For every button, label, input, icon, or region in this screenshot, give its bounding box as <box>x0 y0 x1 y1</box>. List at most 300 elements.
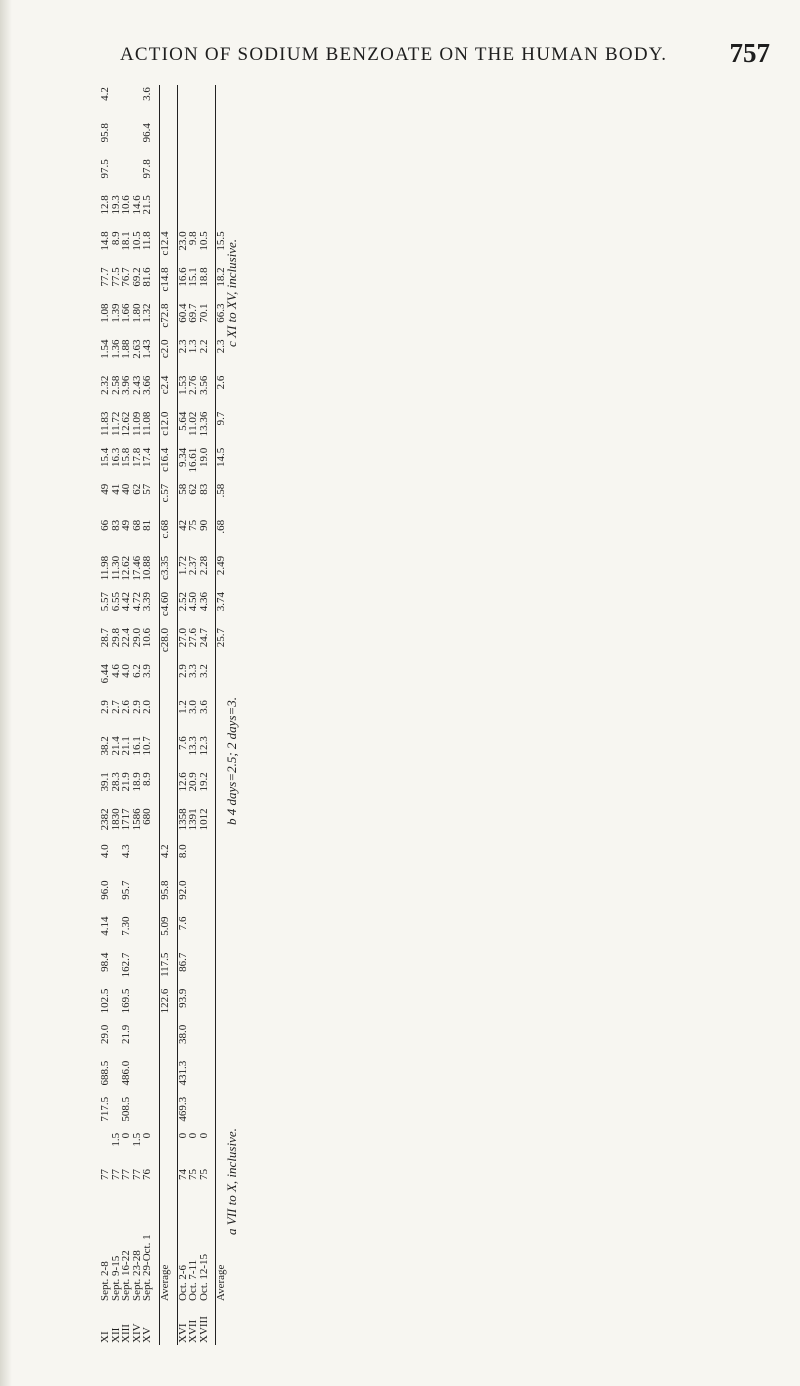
value-cell: 75 <box>187 519 200 531</box>
period-cell: XV <box>141 1327 154 1343</box>
footnote-a: a VII to X, inclusive. <box>224 1128 239 1235</box>
value-cell: 83 <box>197 483 210 495</box>
value-cell: 4.72 <box>130 591 143 612</box>
value-cell: 1012 <box>197 808 210 831</box>
value-cell: c12.4 <box>158 231 171 256</box>
date-cell: Sept. 9-15 <box>109 1255 122 1301</box>
value-cell: 1.39 <box>109 303 122 323</box>
value-cell: 1.32 <box>141 303 154 323</box>
value-cell: 14.5 <box>215 447 228 467</box>
value-cell: 60.4 <box>176 303 189 323</box>
value-cell: 62 <box>187 483 200 495</box>
value-cell: 66 <box>99 519 111 531</box>
value-cell <box>132 1059 143 1095</box>
value-cell: 2.0 <box>141 700 154 714</box>
value-cell: 12.62 <box>120 411 133 437</box>
value-cell <box>199 915 210 951</box>
value-cell: 162.7 <box>120 952 133 978</box>
value-cell: 1.88 <box>120 339 133 359</box>
value-cell: 24.7 <box>197 628 210 648</box>
value-cell: 1.43 <box>141 339 154 359</box>
value-cell: 6.44 <box>99 664 111 684</box>
value-cell: 5.64 <box>176 411 189 431</box>
value-cell <box>199 951 210 987</box>
value-cell: .68 <box>215 519 228 534</box>
value-cell <box>142 915 153 951</box>
value-cell <box>121 121 132 157</box>
footnote-b: b 4 days=2.5; 2 days=3. <box>224 696 239 825</box>
value-cell: 2.76 <box>187 375 200 395</box>
value-cell: 2.49 <box>215 555 228 576</box>
page-number: 757 <box>729 38 770 68</box>
value-cell: 95.8 <box>99 123 111 143</box>
value-cell: 16.61 <box>187 447 200 473</box>
value-cell: 22.4 <box>120 628 133 648</box>
value-cell <box>188 85 199 121</box>
value-cell: 96.4 <box>141 123 154 143</box>
value-cell: 0 <box>197 1132 210 1139</box>
value-cell: 1358 <box>176 808 189 831</box>
value-cell: 680 <box>141 808 154 825</box>
value-cell: 2.52 <box>176 591 189 612</box>
value-cell: 15.1 <box>187 267 200 287</box>
value-cell: 102.5 <box>99 988 111 1014</box>
value-cell <box>188 193 199 229</box>
value-cell <box>199 121 210 157</box>
value-cell: 1717 <box>120 808 133 831</box>
value-cell <box>132 951 143 987</box>
value-cell: 77.5 <box>109 267 122 287</box>
value-cell: 9.8 <box>187 231 200 246</box>
value-cell <box>160 806 171 842</box>
value-cell: 10.6 <box>120 195 133 215</box>
value-cell <box>160 193 171 229</box>
value-cell: 10.5 <box>130 231 143 251</box>
value-cell: 2382 <box>99 808 111 831</box>
value-cell: 23.0 <box>176 231 189 251</box>
value-cell: 10.6 <box>141 628 154 648</box>
footnote-c: c XI to XV, inclusive. <box>224 238 239 347</box>
value-cell: 3.2 <box>197 664 210 678</box>
value-cell: 27.6 <box>187 628 200 648</box>
value-cell: 49 <box>99 483 111 495</box>
data-table <box>99 85 228 1345</box>
value-cell <box>199 157 210 193</box>
value-cell: 20.9 <box>187 772 200 792</box>
value-cell: 21.9 <box>120 1024 133 1044</box>
value-cell <box>199 878 210 914</box>
value-cell: 431.3 <box>176 1060 189 1086</box>
value-cell <box>199 193 210 229</box>
value-cell: 2.43 <box>130 375 143 395</box>
value-cell: 21.1 <box>120 736 133 756</box>
value-cell <box>142 987 153 1023</box>
value-cell: 1.36 <box>109 339 122 359</box>
value-cell: 76.7 <box>120 267 133 287</box>
value-cell: 0 <box>141 1132 154 1139</box>
value-cell: 38.2 <box>99 736 111 756</box>
value-cell <box>121 85 132 121</box>
value-cell <box>142 842 153 878</box>
value-cell: 28.7 <box>99 628 111 648</box>
value-cell: 1.5 <box>130 1132 143 1147</box>
value-cell <box>160 1167 171 1203</box>
value-cell <box>188 1095 199 1131</box>
value-cell: 86.7 <box>176 952 189 972</box>
value-cell: 7.30 <box>120 916 133 936</box>
value-cell: 3.3 <box>187 664 200 678</box>
value-cell: 4.36 <box>197 591 210 612</box>
table-row <box>199 85 210 1345</box>
value-cell: 3.56 <box>197 375 210 395</box>
value-cell: 1.3 <box>187 339 200 354</box>
value-cell: 96.0 <box>99 880 111 900</box>
value-cell: 9.34 <box>176 447 189 467</box>
value-cell: 2.2 <box>197 339 210 354</box>
date-cell: Sept. 16-22 <box>120 1250 133 1301</box>
value-cell <box>160 698 171 734</box>
value-cell <box>178 121 189 157</box>
value-cell: 16.3 <box>109 447 122 467</box>
value-cell: 19.3 <box>109 195 122 215</box>
value-cell: 10.5 <box>197 231 210 251</box>
value-cell: 4.6 <box>109 664 122 678</box>
value-cell: 1.08 <box>99 303 111 323</box>
value-cell: 4.2 <box>158 844 171 859</box>
value-cell: 3.9 <box>141 664 154 678</box>
value-cell: 11.72 <box>109 411 122 436</box>
value-cell: 21.5 <box>141 195 154 215</box>
value-cell: 70.1 <box>197 303 210 323</box>
value-cell <box>199 1023 210 1059</box>
value-cell: 2.3 <box>176 339 189 354</box>
value-cell <box>188 121 199 157</box>
value-cell <box>160 734 171 770</box>
value-cell: 4.0 <box>99 844 111 859</box>
date-cell: Oct. 2-6 <box>176 1264 189 1301</box>
value-cell <box>160 121 171 157</box>
value-cell: 49 <box>120 519 133 531</box>
value-cell <box>142 1059 153 1095</box>
value-cell: 21.4 <box>109 736 122 756</box>
value-cell <box>132 1095 143 1131</box>
value-cell: 4.50 <box>187 591 200 612</box>
value-cell: 27.0 <box>176 628 189 648</box>
value-cell: 11.02 <box>187 411 200 436</box>
value-cell: 57 <box>141 483 154 495</box>
value-cell <box>160 1131 171 1167</box>
value-cell: 688.5 <box>99 1060 111 1086</box>
value-cell: 14.6 <box>130 195 143 215</box>
value-cell: c28.0 <box>158 628 171 653</box>
value-cell: 1830 <box>109 808 122 831</box>
value-cell <box>142 1095 153 1131</box>
value-cell: 3.74 <box>215 591 228 612</box>
period-cell: XVI <box>176 1323 189 1343</box>
value-cell: 4.0 <box>120 664 133 678</box>
value-cell <box>178 193 189 229</box>
value-cell: 2.3 <box>215 339 228 354</box>
value-cell: 2.6 <box>215 375 228 390</box>
date-cell: Average <box>158 1264 171 1301</box>
value-cell: 0 <box>187 1132 200 1139</box>
value-cell: 81.6 <box>141 267 154 287</box>
value-cell <box>188 1023 199 1059</box>
value-cell: 2.9 <box>99 700 111 714</box>
table-row <box>100 85 111 1345</box>
value-cell: 508.5 <box>120 1096 133 1122</box>
value-cell: 4.2 <box>99 87 111 101</box>
value-cell <box>160 662 171 698</box>
value-cell: 14.8 <box>99 231 111 251</box>
value-cell: 62 <box>130 483 143 495</box>
value-cell: 5.57 <box>99 591 111 612</box>
value-cell: 13.36 <box>197 411 210 437</box>
value-cell: 16.6 <box>176 267 189 287</box>
value-cell <box>142 951 153 987</box>
period-cell: XIV <box>130 1323 143 1343</box>
value-cell: 77 <box>130 1168 143 1180</box>
table-row <box>160 85 171 1345</box>
value-cell: 17.46 <box>130 555 143 581</box>
value-cell: 95.8 <box>158 880 171 900</box>
value-cell: c.57 <box>158 483 171 503</box>
value-cell <box>121 157 132 193</box>
value-cell: 41 <box>109 483 122 495</box>
period-cell: XIII <box>120 1324 133 1343</box>
value-cell: 117.5 <box>158 952 171 977</box>
value-cell: 77 <box>99 1168 111 1180</box>
date-cell: Average <box>215 1264 228 1301</box>
value-cell: 11.83 <box>99 411 111 436</box>
value-cell: 68 <box>130 519 143 531</box>
value-cell: 83 <box>109 519 122 531</box>
value-cell: 75 <box>187 1168 200 1180</box>
value-cell <box>188 1059 199 1095</box>
value-cell: 18.2 <box>215 267 228 287</box>
value-cell: 2.6 <box>120 700 133 714</box>
value-cell: 122.6 <box>158 988 171 1014</box>
value-cell: 10.7 <box>141 736 154 756</box>
value-cell: 15.4 <box>99 447 111 467</box>
value-cell: 19.2 <box>197 772 210 792</box>
value-cell <box>160 770 171 806</box>
value-cell: 1586 <box>130 808 143 831</box>
value-cell: 69.2 <box>130 267 143 287</box>
value-cell: c2.0 <box>158 339 171 359</box>
value-cell: c4.60 <box>158 591 171 617</box>
value-cell: 1.2 <box>176 700 189 714</box>
date-cell: Sept. 23-28 <box>130 1250 143 1301</box>
value-cell: 3.6 <box>197 700 210 714</box>
value-cell: 1391 <box>187 808 200 831</box>
value-cell: 74 <box>176 1168 189 1180</box>
value-cell: 66.3 <box>215 303 228 323</box>
value-cell: 77 <box>109 1168 122 1180</box>
value-cell <box>188 878 199 914</box>
value-cell: c12.0 <box>158 411 171 436</box>
value-cell: 58 <box>176 483 189 495</box>
value-cell: 39.1 <box>99 772 111 792</box>
value-cell <box>160 1095 171 1131</box>
value-cell: 1.5 <box>109 1132 122 1147</box>
value-cell: 95.7 <box>120 880 133 900</box>
period-cell <box>160 1303 171 1345</box>
value-cell <box>199 1059 210 1095</box>
value-cell: 17.4 <box>141 447 154 467</box>
value-cell: 17.8 <box>130 447 143 467</box>
value-cell: 11.09 <box>130 411 143 436</box>
date-cell: Oct. 12-15 <box>197 1253 210 1301</box>
value-cell: 2.37 <box>187 555 200 576</box>
value-cell: 4.3 <box>120 844 133 859</box>
value-cell: 18.1 <box>120 231 133 251</box>
value-cell: 6.55 <box>109 591 122 612</box>
value-cell: 16.1 <box>130 736 143 756</box>
value-cell: 11.08 <box>141 411 154 436</box>
value-cell: 97.8 <box>141 159 154 179</box>
value-cell: 3.6 <box>141 87 154 101</box>
value-cell: 10.88 <box>141 555 154 581</box>
value-cell: 28.3 <box>109 772 122 792</box>
value-cell: 11.98 <box>99 555 111 581</box>
value-cell: 8.9 <box>141 772 154 786</box>
value-cell <box>188 951 199 987</box>
value-cell <box>188 987 199 1023</box>
value-cell: 1.54 <box>99 339 111 359</box>
value-cell: 3.96 <box>120 375 133 395</box>
value-cell: 2.28 <box>197 555 210 576</box>
value-cell: 8.0 <box>176 844 189 859</box>
value-cell: 2.58 <box>109 375 122 395</box>
value-cell: 98.4 <box>99 952 111 972</box>
value-cell: 8.9 <box>109 231 122 246</box>
value-cell <box>199 987 210 1023</box>
value-cell: 12.3 <box>197 736 210 756</box>
value-cell <box>132 842 143 878</box>
value-cell: 29.0 <box>130 628 143 648</box>
value-cell: c72.8 <box>158 303 171 328</box>
value-cell <box>111 121 122 157</box>
value-cell: 40 <box>120 483 133 495</box>
value-cell: 0 <box>120 1132 133 1139</box>
period-cell: XVIII <box>197 1316 210 1343</box>
value-cell: 4.14 <box>99 916 111 936</box>
value-cell: c2.4 <box>158 375 171 395</box>
value-cell <box>178 157 189 193</box>
value-cell: 11.8 <box>141 231 154 251</box>
value-cell <box>188 157 199 193</box>
value-cell <box>132 915 143 951</box>
value-cell: 93.9 <box>176 988 189 1008</box>
value-cell <box>132 878 143 914</box>
value-cell: 2.32 <box>99 375 111 395</box>
value-cell: 13.3 <box>187 736 200 756</box>
value-cell <box>111 157 122 193</box>
value-cell: 2.9 <box>130 700 143 714</box>
date-cell: Oct. 7-11 <box>187 1259 200 1301</box>
value-cell: 1.66 <box>120 303 133 323</box>
value-cell <box>132 1023 143 1059</box>
period-cell: XVII <box>187 1319 200 1343</box>
value-cell: 3.0 <box>187 700 200 714</box>
value-cell: 29.8 <box>109 628 122 648</box>
value-cell <box>160 85 171 121</box>
value-cell: 81 <box>141 519 154 531</box>
value-cell: 469.3 <box>176 1096 189 1122</box>
value-cell <box>160 1023 171 1059</box>
value-cell: 6.2 <box>130 664 143 678</box>
value-cell <box>188 842 199 878</box>
value-cell: 12.8 <box>99 195 111 215</box>
value-cell: 90 <box>197 519 210 531</box>
value-cell: 15.8 <box>120 447 133 467</box>
value-cell: 75 <box>197 1168 210 1180</box>
footnotes <box>210 85 250 1345</box>
value-cell: 38.0 <box>176 1024 189 1044</box>
value-cell: 12.62 <box>120 555 133 581</box>
value-cell: 76 <box>141 1168 154 1180</box>
value-cell: 486.0 <box>120 1060 133 1086</box>
period-cell: XII <box>109 1327 122 1343</box>
value-cell: 77 <box>120 1168 133 1180</box>
period-cell: XI <box>99 1331 111 1343</box>
value-cell: 4.42 <box>120 591 133 612</box>
value-cell <box>142 878 153 914</box>
value-cell <box>199 1095 210 1131</box>
value-cell <box>100 1131 111 1167</box>
page-binding-edge <box>0 0 12 1386</box>
value-cell: c.68 <box>158 519 171 539</box>
value-cell: 92.0 <box>176 880 189 900</box>
value-cell: 69.7 <box>187 303 200 323</box>
value-cell: 717.5 <box>99 1096 111 1122</box>
value-cell <box>132 987 143 1023</box>
value-cell: 1.53 <box>176 375 189 395</box>
table-row <box>142 85 153 1345</box>
page-header <box>120 38 770 78</box>
value-cell: c14.8 <box>158 267 171 292</box>
date-cell: Sept. 2-8 <box>99 1261 111 1301</box>
value-cell: 18.9 <box>130 772 143 792</box>
value-cell: 77.7 <box>99 267 111 287</box>
value-cell: 42 <box>176 519 189 531</box>
value-cell <box>199 85 210 121</box>
value-cell: c3.35 <box>158 555 171 581</box>
value-cell: 3.39 <box>141 591 154 612</box>
value-cell: 3.66 <box>141 375 154 395</box>
value-cell: 7.6 <box>176 916 189 931</box>
value-cell: 29.0 <box>99 1024 111 1044</box>
value-cell: 0 <box>176 1132 189 1139</box>
value-cell <box>188 915 199 951</box>
value-cell: 9.7 <box>215 411 228 426</box>
value-cell <box>199 842 210 878</box>
value-cell: 21.9 <box>120 772 133 792</box>
value-cell: 11.30 <box>109 555 122 581</box>
value-cell: 18.8 <box>197 267 210 287</box>
value-cell <box>160 1059 171 1095</box>
value-cell <box>178 85 189 121</box>
value-cell <box>142 1023 153 1059</box>
value-cell: 169.5 <box>120 988 133 1014</box>
value-cell: 2.7 <box>109 700 122 714</box>
value-cell <box>111 85 122 121</box>
data-table-rotated <box>99 85 228 1345</box>
value-cell: c16.4 <box>158 447 171 472</box>
value-cell: 97.5 <box>99 159 111 179</box>
value-cell: .58 <box>215 483 228 498</box>
